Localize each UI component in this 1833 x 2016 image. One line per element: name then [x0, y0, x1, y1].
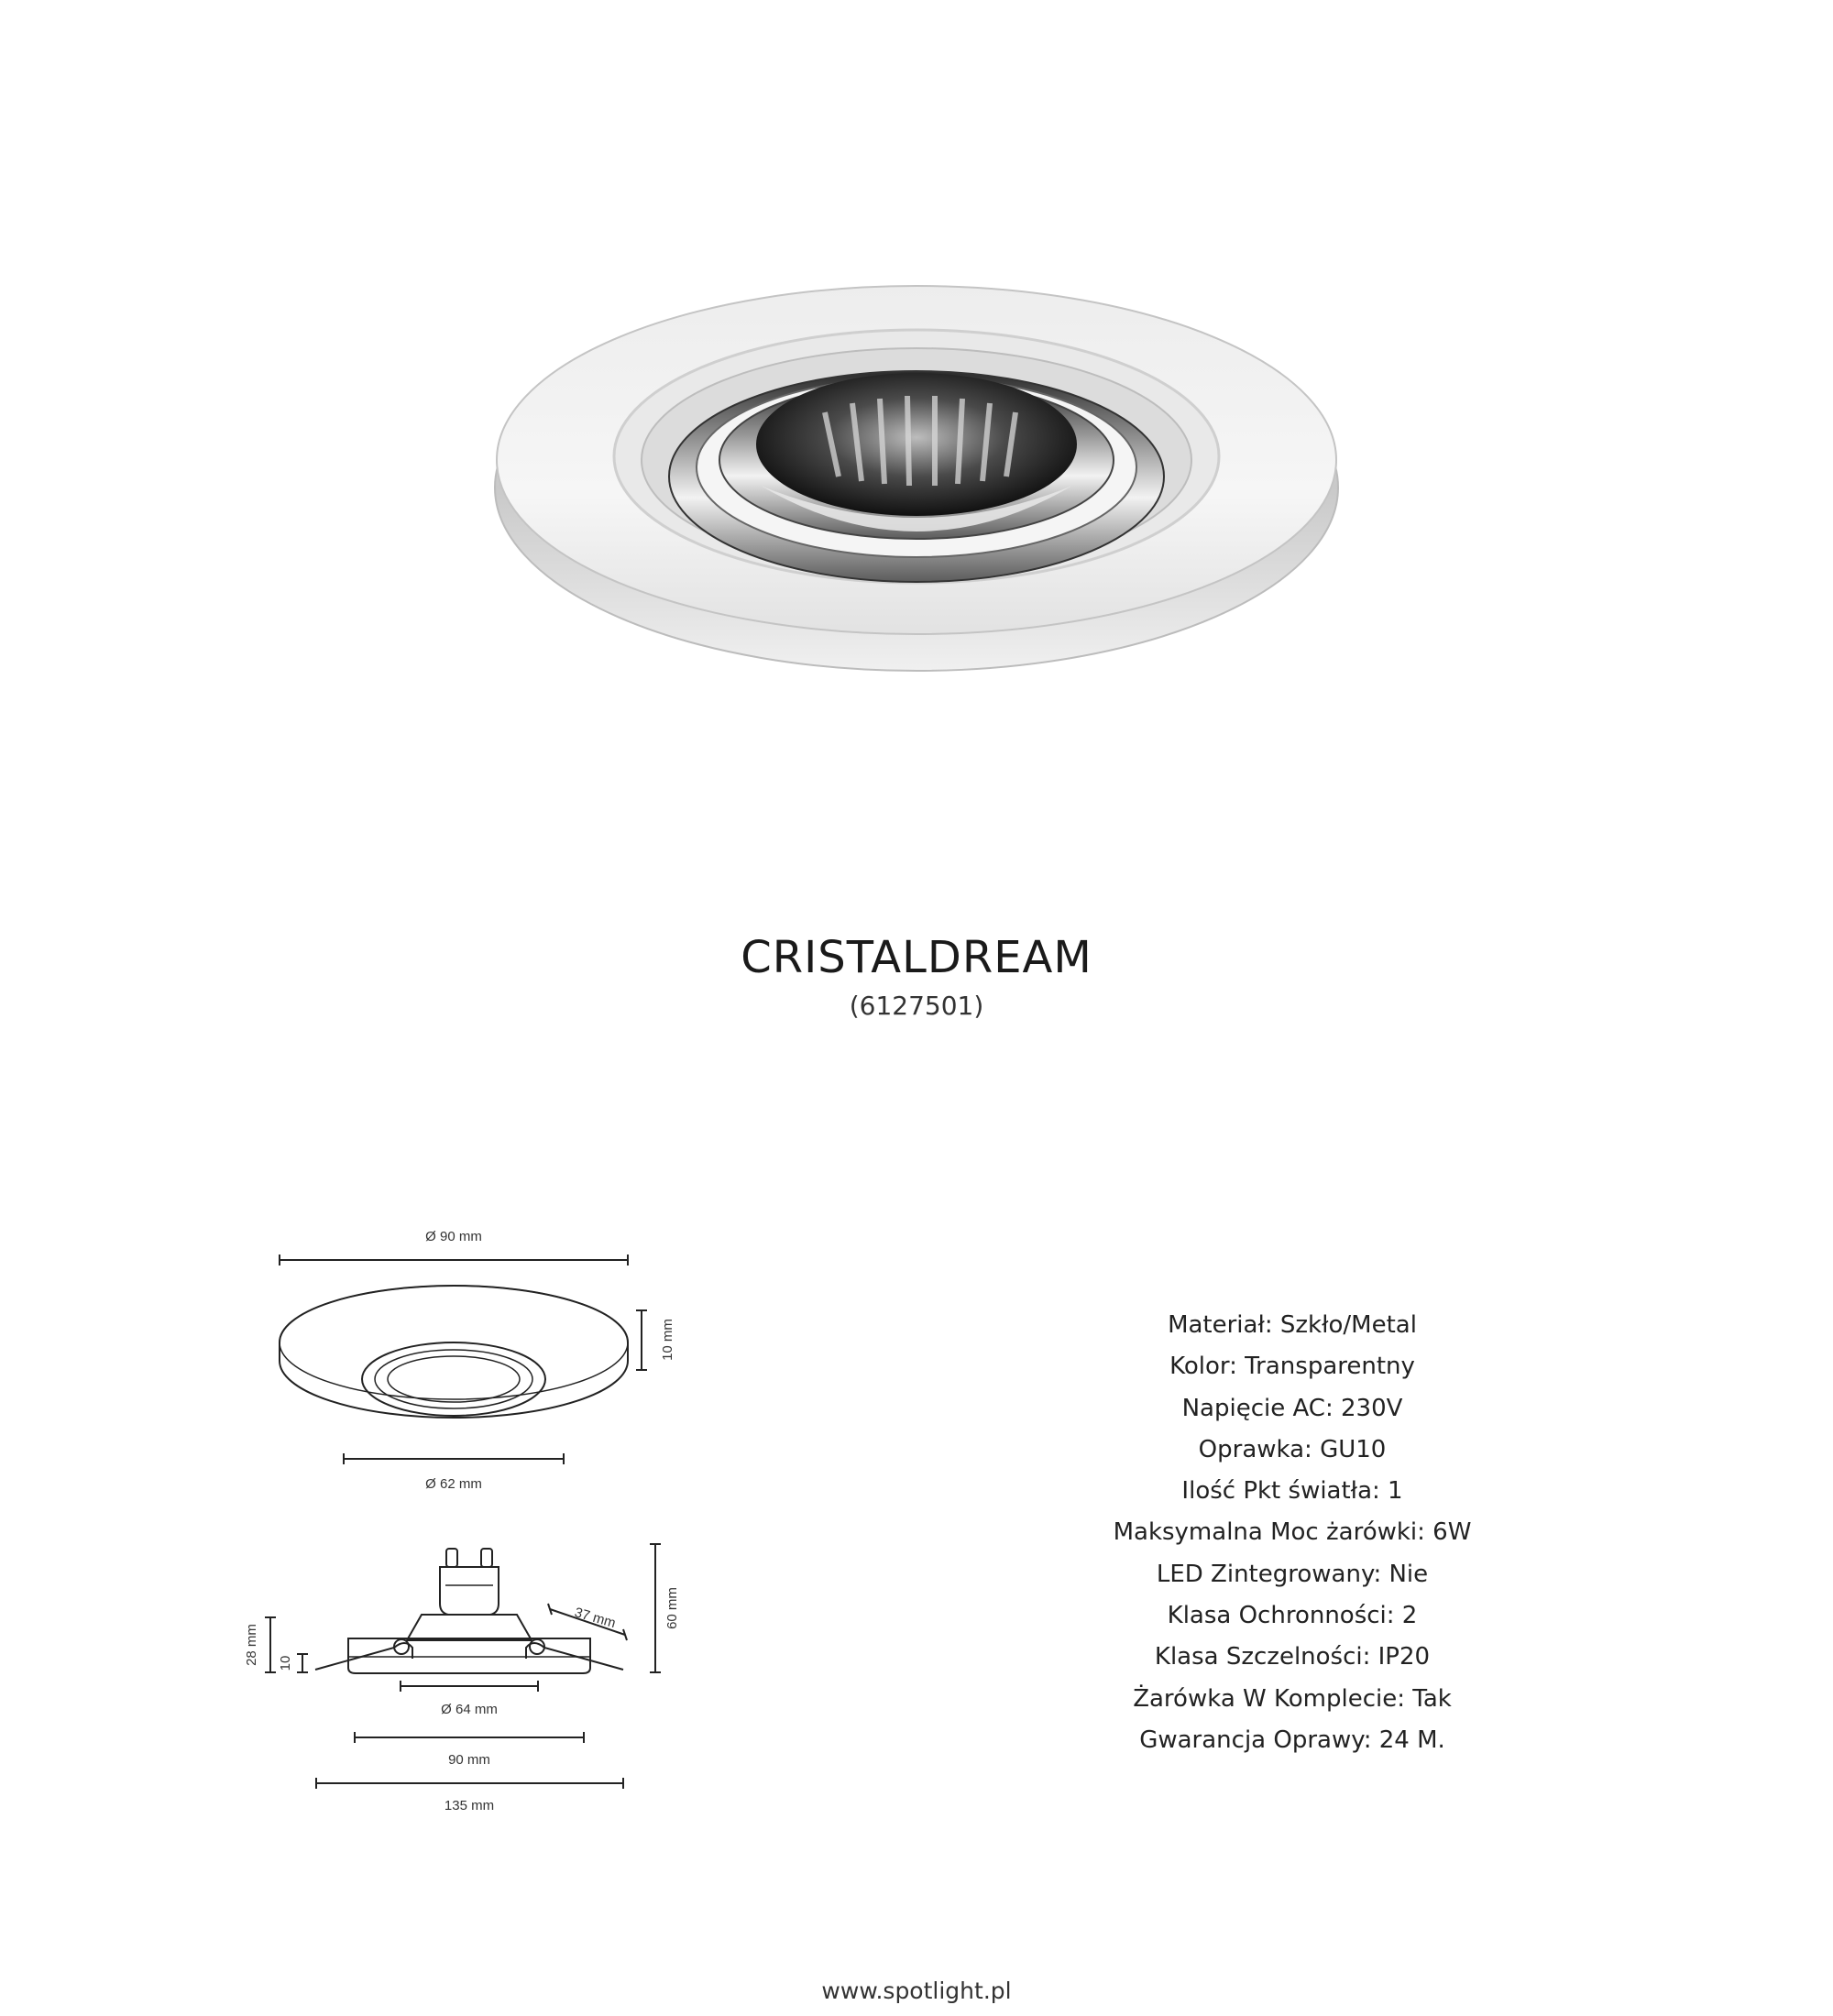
- label-spring-37: 37 mm: [572, 1605, 618, 1632]
- label-height-28: 28 mm: [244, 1624, 259, 1666]
- spec-light-points: Ilość Pkt światła: 1: [1181, 1477, 1403, 1506]
- top-view-outline: [280, 1286, 628, 1418]
- label-diameter-64: Ø 64 mm: [441, 1702, 498, 1717]
- spec-color: Kolor: Transparentny: [1169, 1353, 1415, 1381]
- specifications-list: [1081, 1305, 1503, 1761]
- spec-material: Materiał: Szkło/Metal: [1168, 1311, 1417, 1339]
- label-diameter-62: Ø 62 mm: [425, 1476, 482, 1492]
- spec-socket: Oprawka: GU10: [1198, 1435, 1387, 1463]
- label-height-10mm: 10 mm: [660, 1319, 675, 1361]
- label-height-60: 60 mm: [664, 1587, 680, 1629]
- spec-led-integrated: LED Zintegrowany: Nie: [1156, 1560, 1429, 1588]
- product-name: CRISTALDREAM: [741, 932, 1092, 983]
- label-diameter-90: Ø 90 mm: [425, 1229, 482, 1244]
- footer-url[interactable]: www.spotlight.pl: [821, 1978, 1012, 2004]
- spec-warranty: Gwarancja Oprawy: 24 M.: [1139, 1726, 1445, 1754]
- spec-voltage: Napięcie AC: 230V: [1181, 1394, 1403, 1422]
- title-block: [0, 930, 1833, 1021]
- label-width-90: 90 mm: [448, 1752, 490, 1768]
- spec-bulb-included: Żarówka W Komplecie: Tak: [1133, 1684, 1452, 1713]
- product-photo: [486, 247, 1347, 687]
- spec-ip-rating: Klasa Szczelności: IP20: [1154, 1643, 1431, 1671]
- top-view-ring-outer: [362, 1342, 545, 1416]
- product-code: (6127501): [849, 991, 984, 1021]
- spec-protection-class: Klasa Ochronności: 2: [1167, 1602, 1418, 1630]
- technical-drawing: [229, 1210, 742, 1842]
- bulb-socket: [440, 1567, 499, 1615]
- spec-max-power: Maksymalna Moc żarówki: 6W: [1113, 1518, 1472, 1547]
- label-width-135: 135 mm: [444, 1798, 495, 1813]
- side-view-body: [348, 1638, 590, 1673]
- label-height-10: 10: [278, 1655, 293, 1671]
